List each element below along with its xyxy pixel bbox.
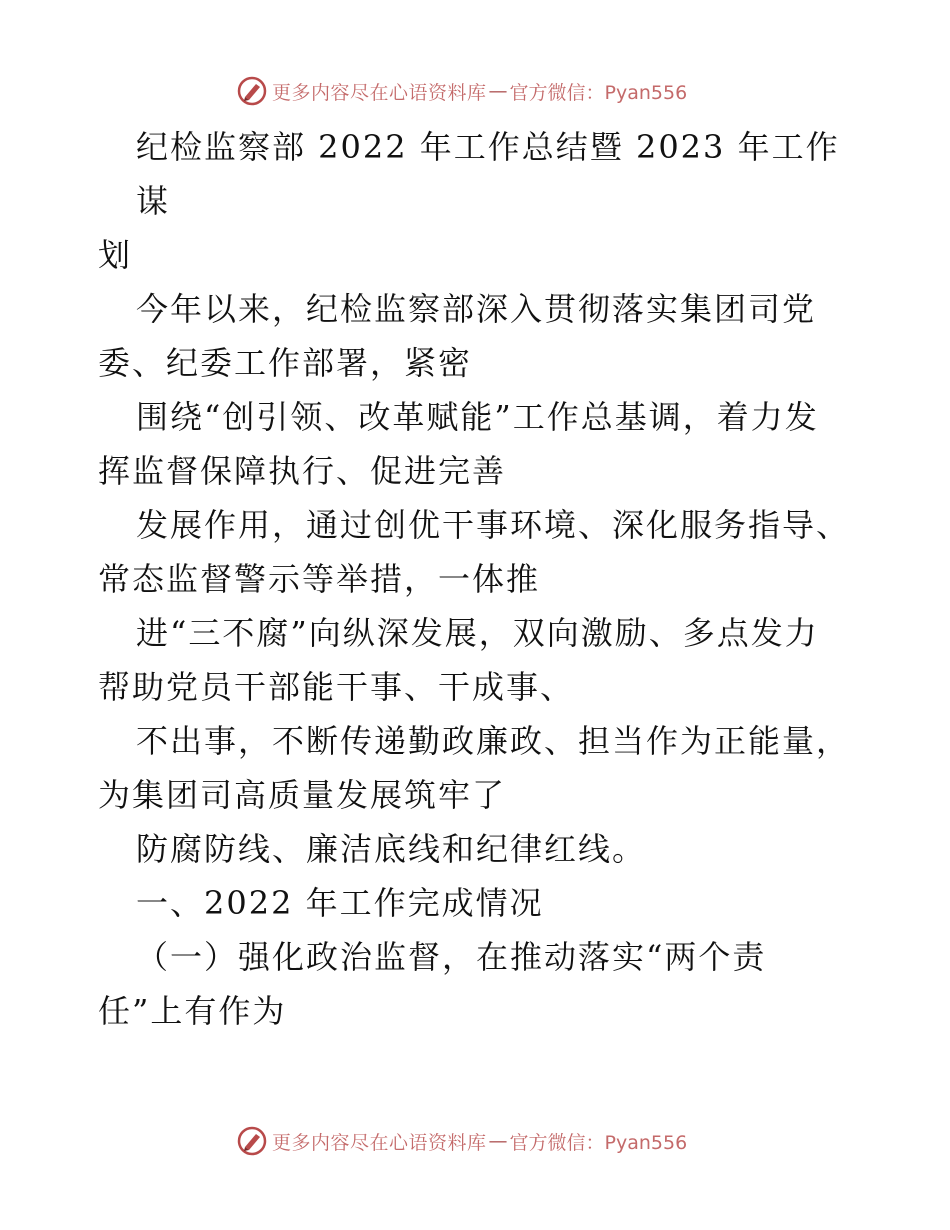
watermark-wechat: 官方微信：Pyan556	[509, 1131, 688, 1154]
pen-logo-icon	[236, 1125, 268, 1157]
paragraph-title	[98, 120, 858, 282]
paragraph-line: （一）强化政治监督，在推动落实“两个责	[136, 938, 767, 976]
document-body	[98, 120, 858, 1038]
watermark-wechat: 官方微信：Pyan556	[509, 81, 688, 104]
paragraph	[98, 606, 858, 714]
paragraph	[98, 714, 858, 822]
paragraph-line: 为集团司高质量发展筑牢了	[98, 776, 507, 814]
paragraph-line: 一、2022 年工作完成情况	[136, 884, 544, 922]
watermark-text: 更多内容尽在心语资料库	[272, 81, 487, 104]
paragraph	[98, 498, 858, 606]
paragraph-line: 围绕“创引领、改革赋能”工作总基调，着力发	[136, 398, 819, 436]
paragraph-line: 任”上有作为	[98, 992, 287, 1030]
paragraph-line: 进“三不腐”向纵深发展，双向激励、多点发力	[136, 614, 819, 652]
watermark-text: 更多内容尽在心语资料库	[272, 1131, 487, 1154]
paragraph-line: 今年以来，纪检监察部深入贯彻落实集团司党	[136, 290, 817, 328]
paragraph	[98, 822, 858, 876]
paragraph-line: 防腐防线、廉洁底线和纪律红线。	[136, 830, 647, 868]
paragraph-line: 委、纪委工作部署，紧密	[98, 344, 473, 382]
paragraph-line: 挥监督保障执行、促进完善	[98, 452, 507, 490]
paragraph	[98, 282, 858, 390]
paragraph-line: 帮助党员干部能干事、干成事、	[98, 668, 575, 706]
pen-logo-icon	[236, 75, 268, 107]
paragraph-line: 纪检监察部 2022 年工作总结暨 2023 年工作谋	[136, 128, 840, 220]
watermark-separator: —	[488, 1130, 508, 1152]
subsection-heading	[98, 930, 858, 1038]
watermark-header	[236, 74, 687, 108]
paragraph-line: 不出事，不断传递勤政廉政、担当作为正能量，	[136, 722, 851, 760]
paragraph-line: 发展作用，通过创优干事环境、深化服务指导、	[136, 506, 851, 544]
paragraph-line: 常态监督警示等举措，一体推	[98, 560, 541, 598]
watermark-footer	[236, 1124, 687, 1158]
paragraph-line: 划	[98, 236, 133, 274]
section-heading	[98, 876, 858, 930]
watermark-separator: —	[488, 80, 508, 102]
paragraph	[98, 390, 858, 498]
